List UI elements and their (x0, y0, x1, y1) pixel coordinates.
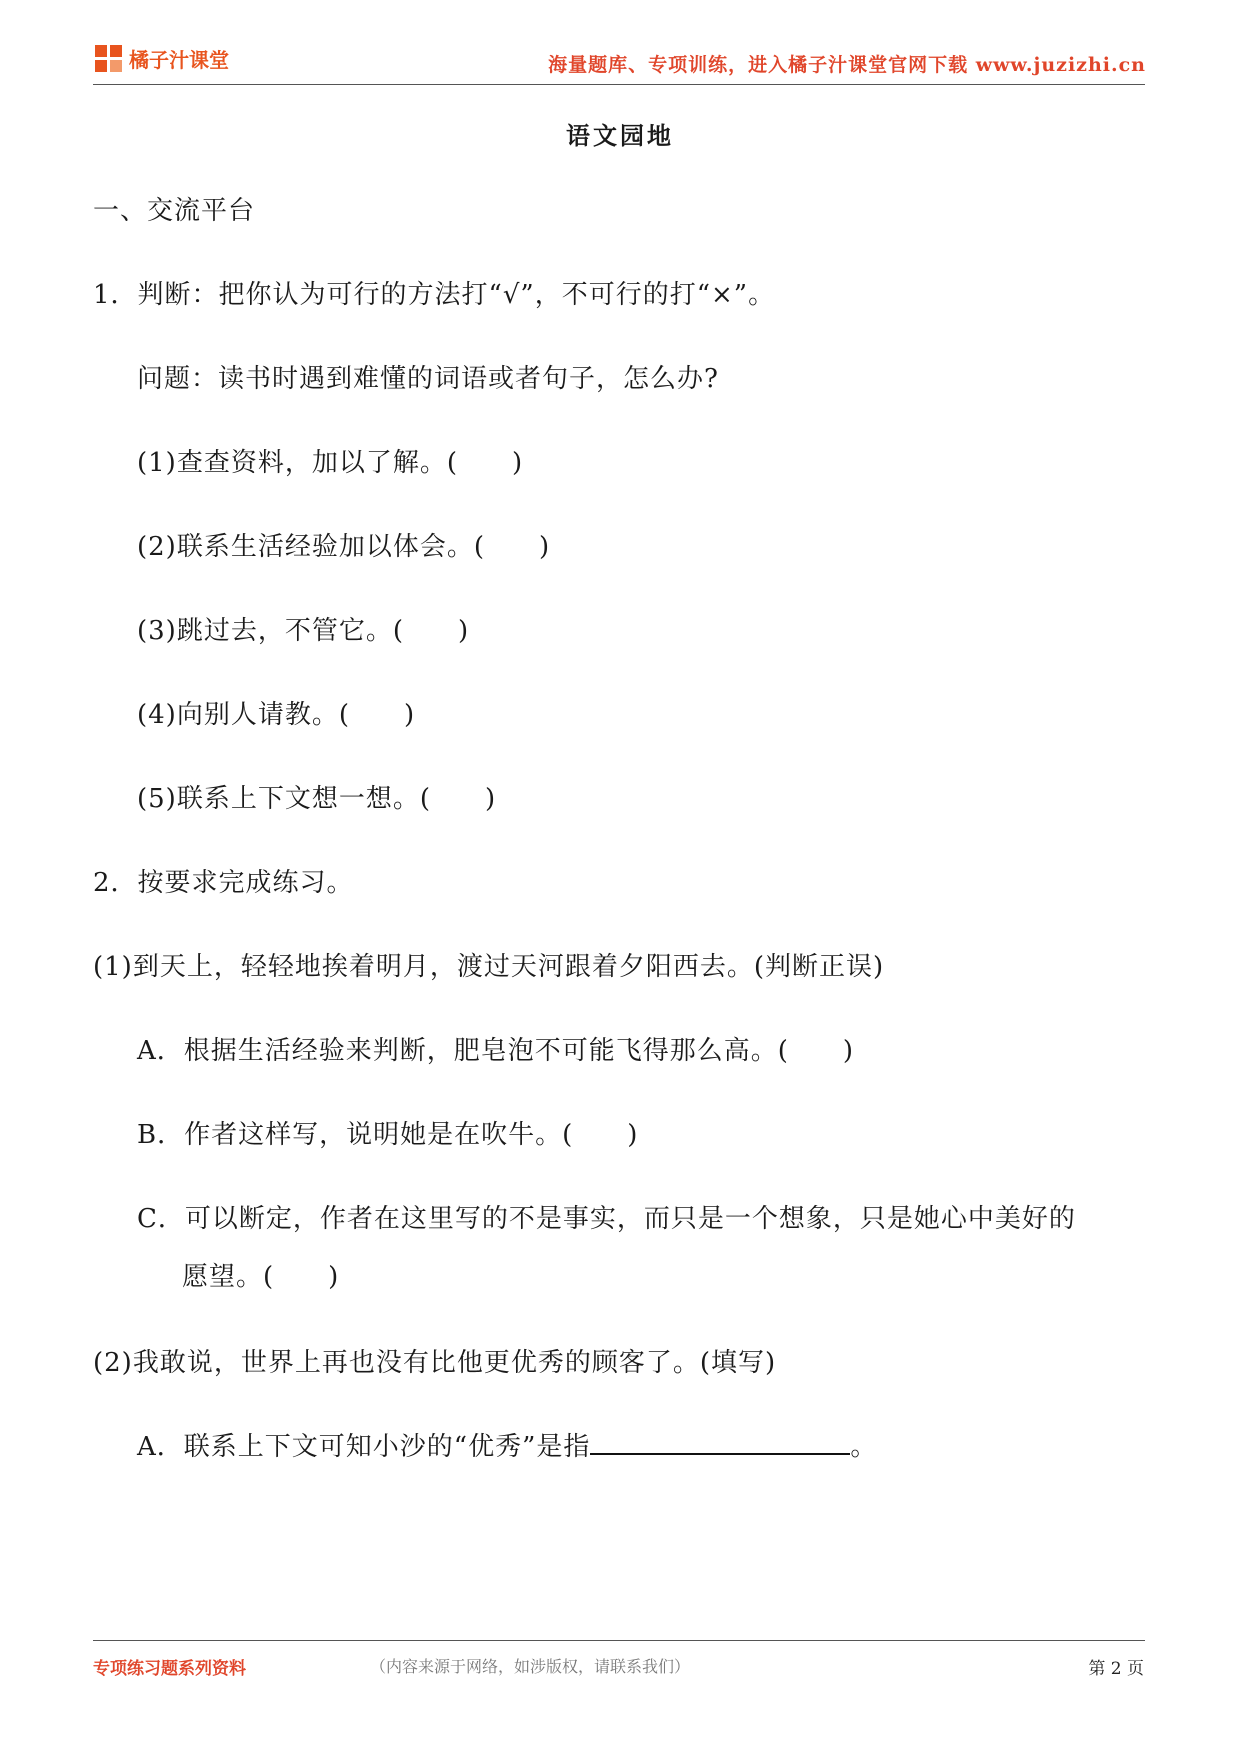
q2-sub1-option: C．可以断定，作者在这里写的不是事实，而只是一个想象，只是她心中美好的 (137, 1204, 1076, 1234)
q1-item: (4)向别人请教。( ) (137, 700, 416, 730)
footer-divider (93, 1640, 1145, 1641)
q1-question: 问题：读书时遇到难懂的词语或者句子，怎么办? (137, 364, 719, 394)
footer-copyright-note: （内容来源于网络，如涉版权，请联系我们） (370, 1657, 691, 1676)
q1-item: (3)跳过去，不管它。( ) (137, 616, 470, 646)
q1-stem: 1．判断：把你认为可行的方法打“√”，不可行的打“×”。 (93, 280, 776, 310)
logo-text: 橘子汁课堂 (129, 48, 229, 72)
header-slogan: 海量题库、专项训练，进入橘子汁课堂官网下载 www.juzizhi.cn (548, 54, 1146, 76)
q2-stem: 2．按要求完成练习。 (93, 868, 354, 898)
page-title: 语文园地 (566, 121, 674, 150)
q2-sub1-option: A．根据生活经验来判断，肥皂泡不可能飞得那么高。( ) (137, 1036, 855, 1066)
logo-icon (95, 45, 123, 73)
option-a-end: 。 (850, 1432, 878, 1462)
q2-sub1-text: (1)到天上，轻轻地挨着明月，渡过天河跟着夕阳西去。(判断正误) (93, 952, 885, 982)
header-divider (93, 84, 1145, 85)
footer-series-label: 专项练习题系列资料 (93, 1659, 246, 1679)
q2-sub1-option-cont: 愿望。( ) (182, 1262, 340, 1292)
page-number: 第 2 页 (1088, 1659, 1144, 1679)
q2-sub2-option-a (137, 1426, 877, 1463)
q1-item: (5)联系上下文想一想。( ) (137, 784, 497, 814)
brand-logo (95, 44, 229, 73)
q2-sub2-text: (2)我敢说，世界上再也没有比他更优秀的顾客了。(填写) (93, 1348, 777, 1378)
q2-sub1-option: B．作者这样写，说明她是在吹牛。( ) (137, 1120, 639, 1150)
q1-item: (2)联系生活经验加以体会。( ) (137, 532, 551, 562)
option-a-text: A．联系上下文可知小沙的“优秀”是指 (137, 1432, 591, 1462)
answer-blank[interactable] (590, 1427, 850, 1455)
section-heading: 一、交流平台 (93, 196, 256, 226)
q1-item: (1)查查资料，加以了解。( ) (137, 448, 524, 478)
